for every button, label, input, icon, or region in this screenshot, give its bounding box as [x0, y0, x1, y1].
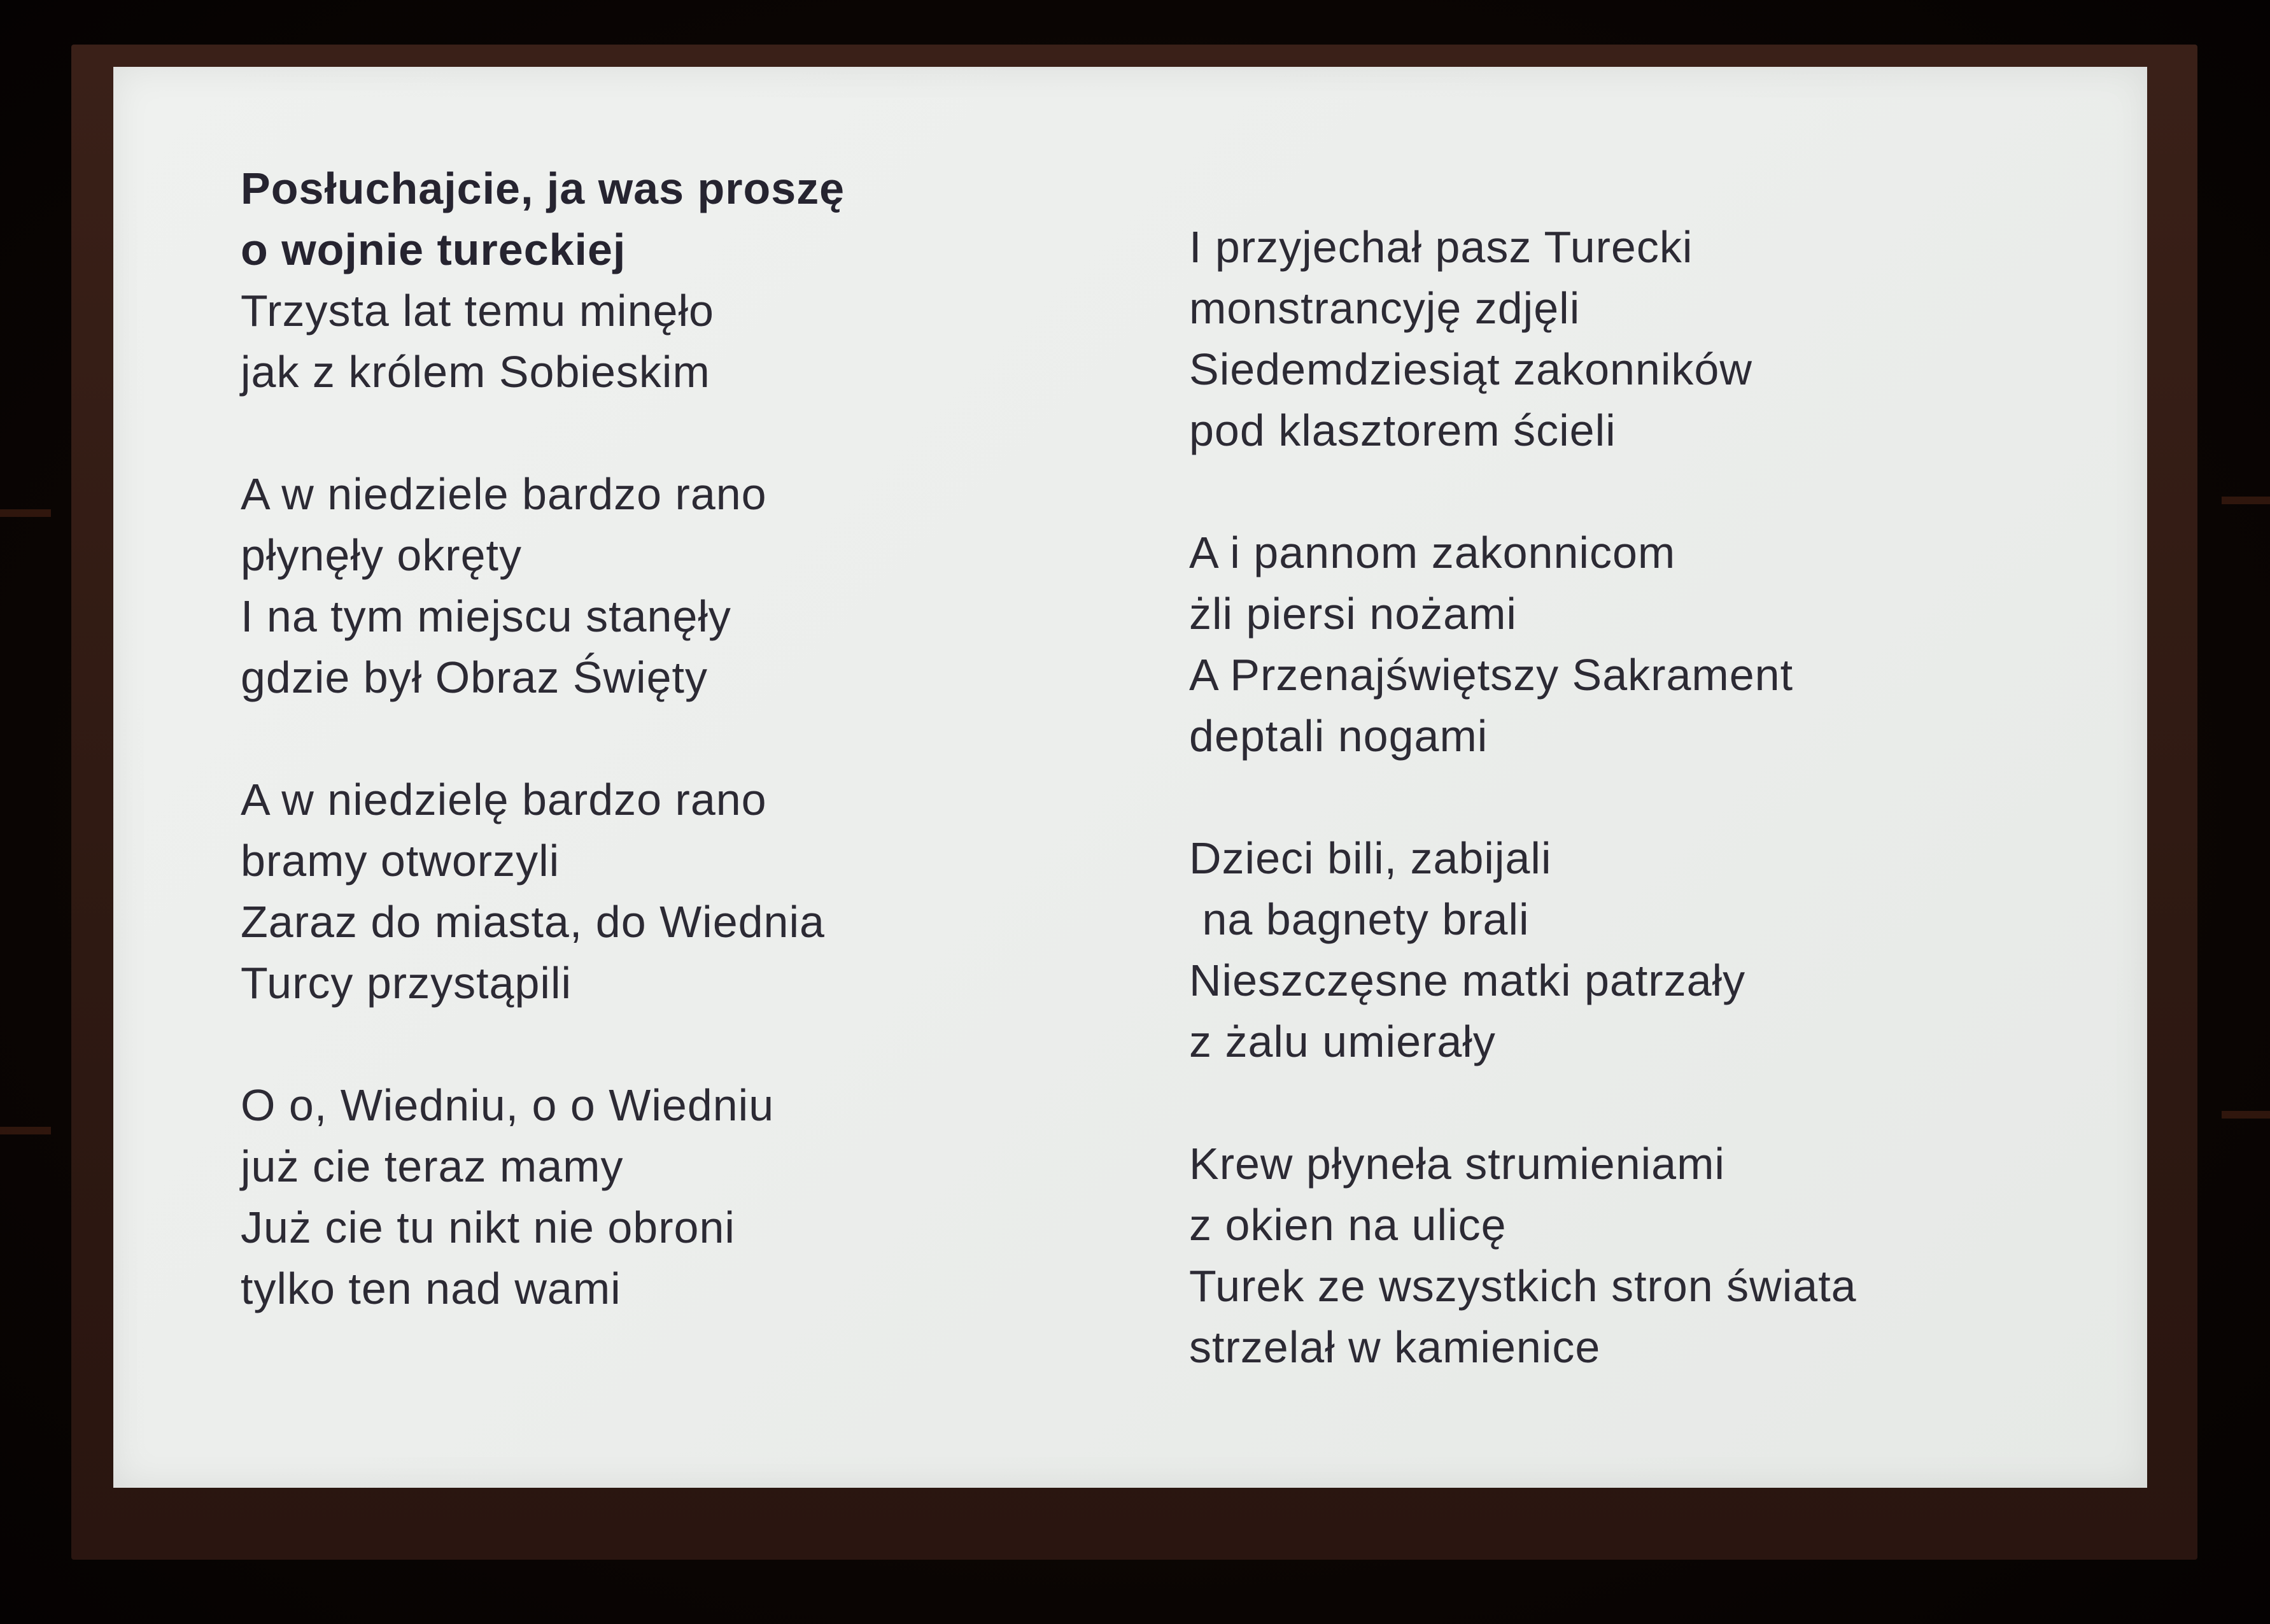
wall-stripe — [0, 1127, 51, 1134]
stanza-gap — [1189, 766, 2055, 828]
verse-line: deptali nogami — [1189, 711, 1488, 761]
verse-line: Turcy przystąpili — [241, 958, 572, 1008]
stanza — [241, 1075, 1145, 1319]
verse-line: żli piersi nożami — [1189, 589, 1517, 639]
verse-line: bramy otworzyli — [241, 836, 560, 886]
stanza — [241, 769, 1145, 1013]
stanza-gap — [241, 1013, 1145, 1075]
verse-line: gdzie był Obraz Święty — [241, 653, 708, 702]
wall-stripe — [0, 509, 51, 517]
verse-line: A w niedziele bardzo rano — [241, 469, 767, 519]
stanza — [1189, 1133, 2055, 1378]
stanza-gap — [1189, 1072, 2055, 1133]
verse-line: Trzysta lat temu minęło — [241, 286, 714, 335]
stanza — [241, 280, 1145, 402]
stanza-gap — [1189, 461, 2055, 522]
verse-line: Krew płyneła strumieniami — [1189, 1139, 1725, 1189]
stanza — [241, 463, 1145, 708]
verse-line: Siedemdziesiąt zakonników — [1189, 344, 1752, 394]
verse-line: Nieszczęsne matki patrzały — [1189, 956, 1746, 1005]
verse-line: jak z królem Sobieskim — [241, 347, 710, 397]
verse-line: A i pannom zakonnicom — [1189, 528, 1676, 577]
poem-right-column — [1189, 216, 2055, 1378]
verse-line: Turek ze wszystkich stron świata — [1189, 1261, 1857, 1311]
verse-line: I na tym miejscu stanęły — [241, 591, 731, 641]
verse-line: A w niedzielę bardzo rano — [241, 775, 767, 824]
poem-title-line: o wojnie tureckiej — [241, 225, 626, 274]
verse-line: płynęły okręty — [241, 530, 522, 580]
stanza — [1189, 522, 2055, 766]
poem-left-column — [241, 158, 1145, 1319]
verse-line: tylko ten nad wami — [241, 1264, 621, 1313]
verse-line: strzelał w kamienice — [1189, 1322, 1601, 1372]
stanza-gap — [241, 708, 1145, 769]
stanza — [1189, 828, 2055, 1072]
verse-line: Zaraz do miasta, do Wiednia — [241, 897, 825, 947]
verse-line: Już cie tu nikt nie obroni — [241, 1203, 735, 1252]
verse-line: z żalu umierały — [1189, 1017, 1496, 1066]
verse-line: Dzieci bili, zabijali — [1189, 833, 1552, 883]
verse-line: monstrancyję zdjęli — [1189, 283, 1581, 333]
poem-title-line: Posłuchajcie, ja was proszę — [241, 164, 845, 213]
verse-line: na bagnety brali — [1189, 894, 1530, 944]
verse-line: już cie teraz mamy — [241, 1141, 624, 1191]
stanza-gap — [241, 402, 1145, 463]
verse-line: z okien na ulicę — [1189, 1200, 1507, 1250]
wall-stripe — [2222, 497, 2270, 504]
wall-stripe — [2222, 1111, 2270, 1119]
stanza — [1189, 216, 2055, 461]
verse-line: O o, Wiedniu, o o Wiedniu — [241, 1080, 775, 1130]
verse-line: I przyjechał pasz Turecki — [1189, 222, 1693, 272]
verse-line: A Przenajświętszy Sakrament — [1189, 650, 1794, 700]
verse-line: pod klasztorem ścieli — [1189, 406, 1616, 455]
